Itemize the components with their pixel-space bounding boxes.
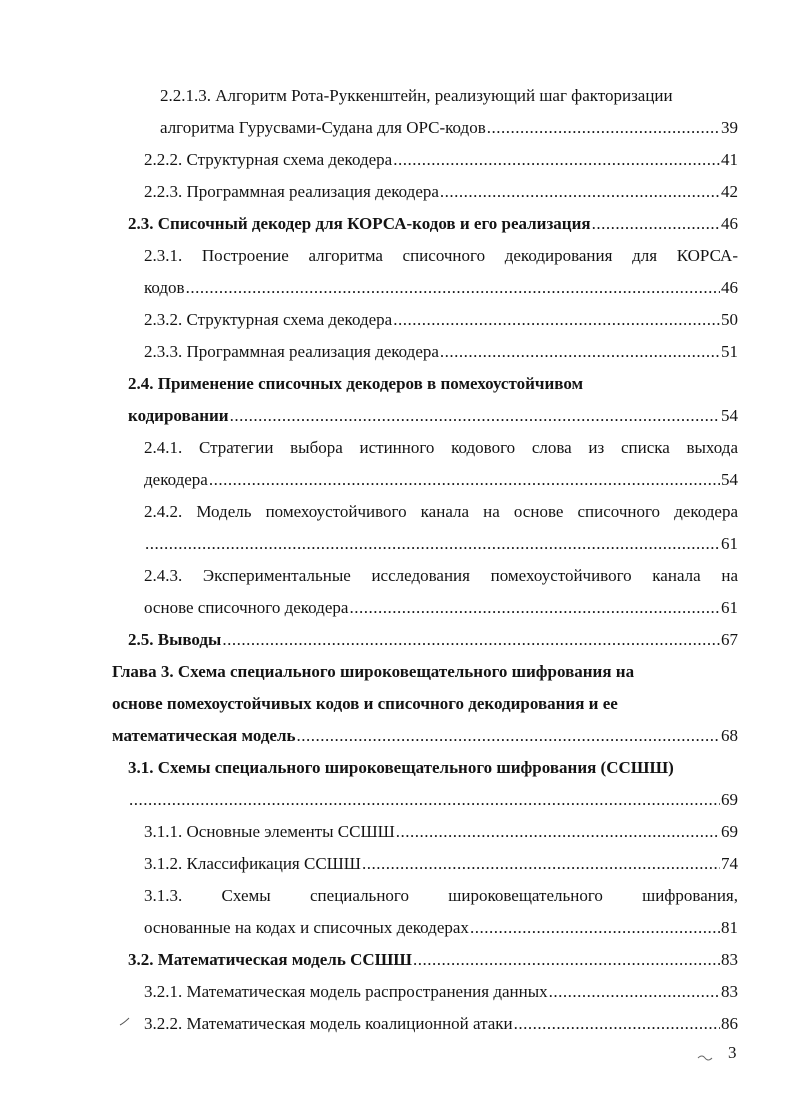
page-ref: 42 (721, 182, 738, 201)
toc-entry-title: декодера (144, 470, 208, 489)
dot-leader (209, 470, 720, 490)
dot-leader (230, 406, 720, 426)
toc-entry-title: кодировании (128, 406, 229, 425)
dot-leader (549, 982, 720, 1002)
toc-entry-2-2-3 (144, 182, 738, 202)
toc-entry-title: математическая модель (112, 726, 296, 745)
scan-mark-bottom (696, 1052, 714, 1064)
toc-chapter-3-line2: основе помехоустойчивых кодов и списочного декодирования и ее (112, 694, 618, 713)
toc-entry-2-4-2 (144, 534, 738, 554)
toc-entry-title: 3.2.1. Математическая модель распространения данных (144, 982, 548, 1001)
toc-entry-3-2-1 (144, 982, 738, 1002)
page-ref: 67 (721, 630, 738, 649)
toc-entry-3-1-3 (144, 918, 738, 938)
toc-entry-title: 2.2.3. Программная реализация декодера (144, 182, 439, 201)
page-ref: 51 (721, 342, 738, 361)
dot-leader (440, 182, 720, 202)
toc-entry-2-3-2 (144, 310, 738, 330)
dot-leader (129, 790, 720, 810)
toc-entry-title: 3.1.2. Классификация ССШШ (144, 854, 361, 873)
page-ref: 54 (721, 406, 738, 425)
page-ref: 61 (721, 598, 738, 617)
toc-entry-3-1-line1: 3.1. Схемы специального широковещательного шифрования (ССШШ) (128, 758, 674, 777)
page-number: 3 (728, 1043, 737, 1062)
toc-entry-2-3-1 (144, 278, 738, 298)
toc-entry-2-4 (128, 406, 738, 426)
dot-leader (413, 950, 720, 970)
page-ref: 86 (721, 1014, 738, 1033)
page-ref: 46 (721, 214, 738, 233)
toc-entry-2-2-2 (144, 150, 738, 170)
toc-entry-title: 2.3. Списочный декодер для КОРСА-кодов и его реализация (128, 214, 591, 233)
toc-entry-2-5 (128, 630, 738, 650)
toc-entry-2-4-line1: 2.4. Применение списочных декодеров в помехоустойчивом (128, 374, 584, 393)
toc-entry-3-1 (128, 790, 738, 810)
page-ref: 74 (721, 854, 738, 873)
dot-leader (393, 310, 720, 330)
page-ref: 61 (721, 534, 738, 553)
toc-entry-2-2-1-3 (160, 118, 738, 138)
dot-leader (393, 150, 720, 170)
page-ref: 54 (721, 470, 738, 489)
toc-entry-title: основанные на кодах и списочных декодерах (144, 918, 469, 937)
toc-chapter-3 (112, 726, 738, 746)
toc-entry-2-4-1-line1: 2.4.1. Стратегии выбора истинного кодового слова из списка выхода (144, 438, 738, 457)
toc-entry-2-2-1-3-line1: 2.2.1.3. Алгоритм Рота-Руккенштейн, реализующий шаг факторизации (160, 86, 673, 105)
dot-leader (145, 534, 720, 554)
toc-entry-title: 2.2.2. Структурная схема декодера (144, 150, 393, 169)
page-ref: 68 (721, 726, 738, 745)
dot-leader (487, 118, 720, 138)
page-ref: 46 (721, 278, 738, 297)
toc-entry-2-4-1 (144, 470, 738, 490)
toc-entry-title: основе списочного декодера (144, 598, 349, 617)
toc-entry-title: 2.3.3. Программная реализация декодера (144, 342, 439, 361)
toc-entry-3-2-2 (144, 1014, 738, 1034)
scan-mark-left (118, 1014, 132, 1028)
dot-leader (470, 918, 720, 938)
toc-entry-title: 3.1.1. Основные элементы ССШШ (144, 822, 395, 841)
toc-entry-3-1-2 (144, 854, 738, 874)
toc-entry-title: 2.3.2. Структурная схема декодера (144, 310, 393, 329)
toc-entry-title: 3.2. Математическая модель ССШШ (128, 950, 412, 969)
dot-leader (222, 630, 720, 650)
toc-entry-2-4-3-line1: 2.4.3. Экспериментальные исследования помехоустойчивого канала на (144, 566, 738, 585)
toc-entry-2-3 (128, 214, 738, 234)
page-ref: 50 (721, 310, 738, 329)
dot-leader (349, 598, 720, 618)
page-ref: 83 (721, 950, 738, 969)
dot-leader (514, 1014, 720, 1034)
toc-entry-3-1-1 (144, 822, 738, 842)
toc-entry-title: 3.2.2. Математическая модель коалиционной атаки (144, 1014, 513, 1033)
toc-entry-3-1-3-line1: 3.1.3. Схемы специального широковещательного шифрования, (144, 886, 738, 905)
toc-chapter-3-line1: Глава 3. Схема специального широковещательного шифрования на (112, 662, 635, 681)
toc-entry-2-4-2-line1: 2.4.2. Модель помехоустойчивого канала на основе списочного декодера (144, 502, 738, 521)
page-ref: 69 (721, 822, 738, 841)
page-ref: 69 (721, 790, 738, 809)
page-ref: 83 (721, 982, 738, 1001)
dot-leader (186, 278, 720, 298)
toc-entry-3-2 (128, 950, 738, 970)
toc-entry-2-3-3 (144, 342, 738, 362)
dot-leader (592, 214, 720, 234)
toc-entry-title: кодов (144, 278, 185, 297)
toc-entry-title: алгоритма Гурусвами-Судана для ОРС-кодов (160, 118, 486, 137)
toc-entry-2-4-3 (144, 598, 738, 618)
dot-leader (440, 342, 720, 362)
dot-leader (297, 726, 721, 746)
dot-leader (362, 854, 720, 874)
toc-entry-title: 2.5. Выводы (128, 630, 222, 649)
dot-leader (396, 822, 720, 842)
page-ref: 81 (721, 918, 738, 937)
toc-entry-2-3-1-line1: 2.3.1. Построение алгоритма списочного декодирования для КОРСА- (144, 246, 738, 265)
page-ref: 41 (721, 150, 738, 169)
page-ref: 39 (721, 118, 738, 137)
